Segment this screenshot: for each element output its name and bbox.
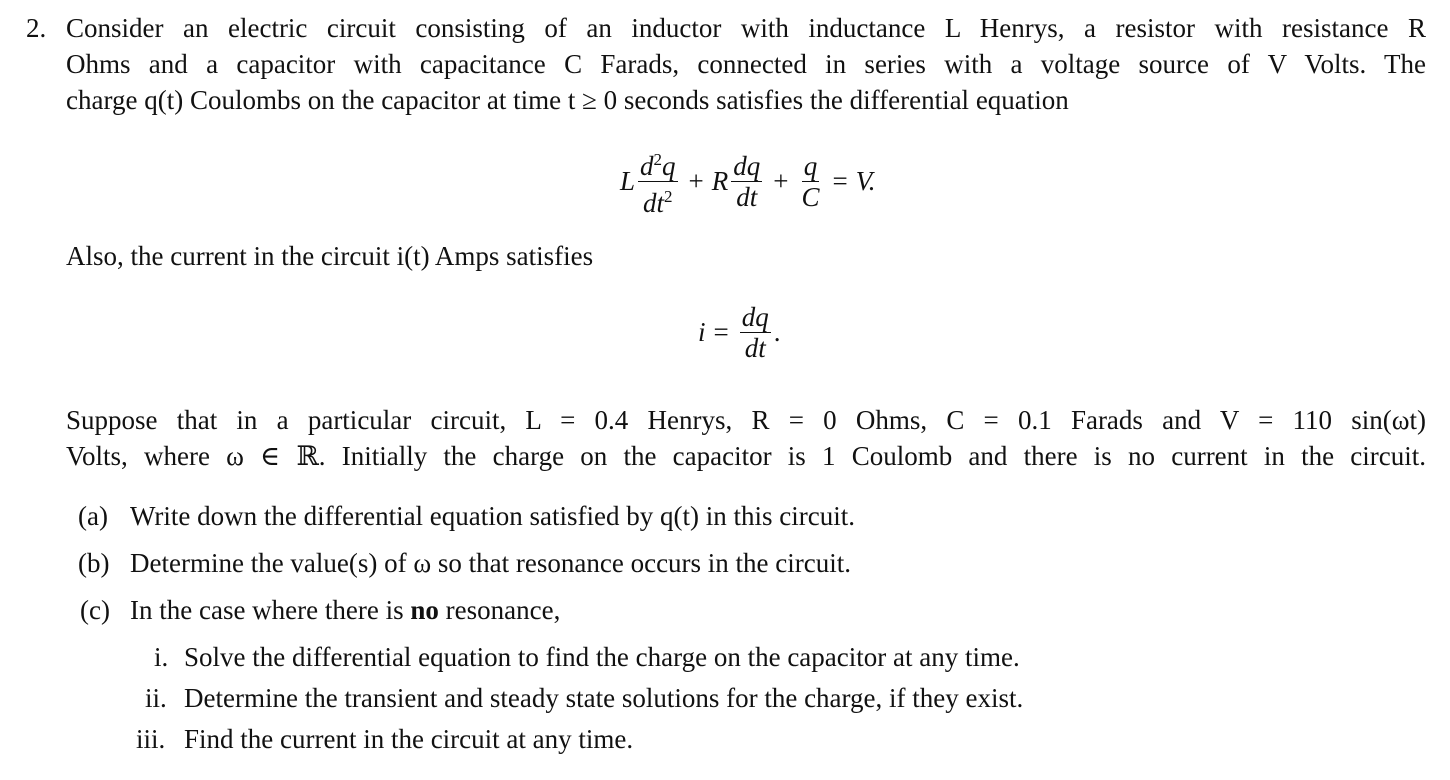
subpart-i-label: i. bbox=[154, 642, 169, 672]
subpart-iii-text: Find the current in the circuit at any time. bbox=[184, 724, 634, 754]
subpart-iii-label: iii. bbox=[136, 724, 166, 754]
suppose-line-1: Suppose that in a particular circuit, L = 0.4 Henrys, R = 0 Ohms, C = 0.1 Farads and V = 110 sin(ωt) bbox=[66, 405, 1426, 435]
also-line: Also, the current in the circuit i(t) Amps satisfies bbox=[66, 241, 594, 271]
part-a-label: (a) bbox=[78, 501, 108, 531]
eq1-frac3-numerator: q bbox=[803, 151, 818, 181]
differential-equation bbox=[620, 145, 876, 218]
eq2-frac-numerator: dq bbox=[741, 302, 769, 332]
eq1-voltage-rhs: V. bbox=[855, 166, 876, 196]
eq1-inductance-symbol: L bbox=[620, 166, 636, 196]
intro-line-1: Consider an electric circuit consisting of an inductor with inductance L Henrys, a resistor with resistance R bbox=[66, 13, 1426, 43]
intro-line-3: charge q(t) Coulombs on the capacitor at time t ≥ 0 seconds satisfies the differential equation bbox=[66, 85, 1069, 115]
eq1-frac2-numerator: dq bbox=[733, 151, 761, 181]
eq1-frac3-denominator: C bbox=[801, 182, 820, 212]
problem-number: 2. bbox=[26, 13, 47, 43]
eq1-frac1-numerator: $d^2q$ bbox=[638, 145, 678, 182]
current-equation bbox=[698, 302, 781, 363]
part-b-label: (b) bbox=[78, 548, 110, 578]
eq2-frac-denominator: dt bbox=[744, 333, 766, 363]
eq2-derivative-fraction bbox=[740, 302, 771, 363]
eq1-second-derivative-fraction bbox=[638, 145, 678, 218]
part-c-bold-no: no bbox=[410, 595, 439, 625]
part-a-text: Write down the differential equation satisfied by q(t) in this circuit. bbox=[130, 501, 855, 531]
eq2-current-symbol: i bbox=[698, 317, 706, 347]
eq1-resistance-symbol: R bbox=[711, 166, 729, 196]
eq1-plus-2: + bbox=[773, 166, 789, 196]
eq1-plus-1: + bbox=[688, 166, 704, 196]
part-c-label: (c) bbox=[80, 595, 110, 625]
eq1-charge-over-capacitance-fraction bbox=[800, 151, 822, 212]
intro-line-2: Ohms and a capacitor with capacitance C Farads, connected in series with a voltage source of V Volts. The bbox=[66, 49, 1426, 79]
eq2-equals: = bbox=[713, 317, 729, 347]
subpart-ii-label: ii. bbox=[145, 683, 167, 713]
suppose-line-2: Volts, where ω ∈ ℝ. Initially the charge on the capacitor is 1 Coulomb and there is no current in the circuit. bbox=[66, 441, 1426, 471]
eq1-frac2-denominator: dt bbox=[736, 182, 758, 212]
eq2-period: . bbox=[773, 317, 781, 347]
eq1-first-derivative-fraction bbox=[731, 151, 762, 212]
subpart-ii-text: Determine the transient and steady state solutions for the charge, if they exist. bbox=[184, 683, 1024, 713]
eq1-frac1-denominator: $dt^2$ bbox=[643, 187, 673, 218]
part-c-text: In the case where there is no resonance, bbox=[130, 595, 561, 625]
subpart-i-text: Solve the differential equation to find the charge on the capacitor at any time. bbox=[184, 642, 1020, 672]
eq1-equals: = bbox=[832, 166, 848, 196]
part-b-text: Determine the value(s) of ω so that resonance occurs in the circuit. bbox=[130, 548, 851, 578]
